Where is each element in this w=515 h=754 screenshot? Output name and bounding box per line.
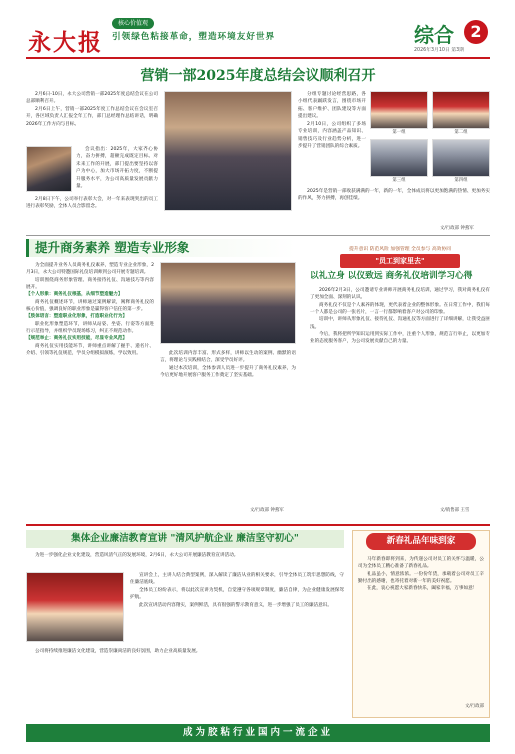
slogan: 引领绿色粘接革命，塑造环境友好世界	[112, 32, 276, 42]
group-photo-4	[432, 139, 490, 177]
integrity-photo	[26, 572, 124, 642]
notice-box-body: 马年新春即将到来，为传递公司对员工的关怀与温暖，公司为全体员工精心准备了新春礼品。 礼品虽小，情意浓浓。一份份年货，承载着公司对员工辛勤付出的感谢，也寄托着对新一年的美好祝愿。 在此，衷心祝愿大家新春快乐，阖家幸福，万事如意！	[358, 557, 484, 592]
caption-1: 第一组	[392, 130, 406, 135]
training-photo	[160, 262, 296, 344]
middle-article-col1: 为全面提升业务人员商务礼仪素养，塑造专业企业形象，2月3日，永大公司特邀国际礼仪培训师到公司开展专题培训。 培训围绕商务形象管理、商务接待礼仪、沟通技巧等内容展开。 【个人形象：商务礼仪根基，从细节塑造魅力】 商务礼仪概述环节，讲师通过案例解读，阐释商务礼仪的核心价值，强调良好的职业形象是赢得客户信任的第一步。 【肢体语言：塑造职业化形象，打造职业化行为】 职业化形象塑造环节，讲师从站姿、坐姿、行姿等方面进行示范指导，并组织学员现场练习，纠正不规范动作。 【规范举止：商务礼仪实用技能，尽显专业风范】 商务礼仪实用技能环节，讲师重点讲解了握手、递名片、介绍、引领等礼仪规范，学员分组模拟演练，学以致用。	[26, 263, 154, 357]
slogan-tag: 核心价值观	[112, 18, 154, 29]
top-article-title: 营销一部2025年度总结会议顺利召开	[140, 68, 376, 84]
top-article-credit: 文/行政部 钟燕军	[440, 226, 474, 231]
group-photo-1	[370, 91, 428, 129]
footer-slogan: 成为胶粘行业国内一流企业	[26, 724, 490, 742]
masthead-rule	[26, 57, 490, 59]
notice-box-sign: 文/行政部	[464, 704, 484, 709]
top-article-col2: 分组专题讨论经营思路，各小组代表踊跃发言，围绕市场开拓、客户维护、团队建设等方面提出建议。 2月10日，公司组织了多场专业培训，内容涵盖产品知识、销售技巧及行业趋势分析，进一步提升了营销团队的综合素质。	[298, 92, 366, 150]
newspaper-logo: 永大报	[28, 29, 103, 56]
top-article-col1: 2月6日-10日，永大公司营销一部2025年度总结会议在公司总部顺利召开。 2月6日上午，营销一部2025年度工作总结会议在会议室召开，各区域负责人汇报全年工作，部门总经理作总结讲话，明确2026年工作方向与目标。	[26, 92, 158, 127]
group-photo-2	[432, 91, 490, 129]
masthead	[0, 0, 515, 64]
right-column-title: 以礼立身 以仪致远 商务礼仪培训学习心得	[310, 271, 473, 281]
dateline: 2026年3月10日 第3期	[414, 48, 464, 53]
right-column-credit: 文/销售部 王雪	[440, 508, 470, 513]
divider-1	[26, 235, 490, 236]
meeting-hall-photo	[164, 91, 292, 211]
caption-3: 第三组	[392, 178, 406, 183]
right-column-banner: "员工到家里去"	[340, 254, 460, 268]
middle-article-title: 提升商务素养 塑造专业形象	[26, 239, 296, 257]
bottom-article-col3: 公司将持续推进廉洁文化建设，营造崇廉尚洁的良好氛围，助力企业高质量发展。	[35, 649, 201, 654]
caption-4: 第四组	[454, 178, 468, 183]
notice-box-title: 新春礼品年味到家	[366, 533, 476, 550]
top-article-col1b: 会议指出：2025年，大家齐心协力，奋力拼搏，超额完成既定目标。对未来工作的开展，部门提出要坚持以客户为中心，加大市场开拓力度，不断提升服务水平，为公司高质量发展贡献力量。	[76, 147, 158, 190]
top-article-col1c: 2月8日下午，公司举行表彰大会，对一年来表现突出的员工进行表彰奖励，全体人员合影留念。	[26, 197, 158, 210]
top-article-col3: 2025年是营销一部收获满满的一年，新的一年，全体成员将以更加饱满的热情、更加务实的作风，努力拼搏，再创佳绩。	[298, 189, 490, 202]
middle-article-col2: 此次培训内容丰富、形式多样，讲师以生动的案例、幽默的语言，将理论与实践相结合，深受学员好评。 通过本次培训，全体参训人员进一步提升了商务礼仪素养，为今后更好地开展客户服务工作奠定了坚实基础。	[160, 351, 296, 379]
speaker-photo	[26, 146, 72, 192]
bottom-article-col1: 为进一步强化企业文化建设，营造风清气正的发展环境，2月6日，永大公司开展廉洁教育宣讲活动。	[35, 553, 239, 558]
middle-article-credit: 文/行政部 钟燕军	[250, 508, 284, 513]
bottom-article-col2: 宣讲会上，主讲人结合典型案例，深入解读了廉洁从业的相关要求，引导全体员工筑牢思想防线，守住廉洁底线。 全体员工纷纷表示，将以此次宣讲为契机，自觉遵守各项规章制度，廉洁自律，为企业健康发展保驾护航。 此次宣讲活动内容翔实，案例鲜活，具有很强的警示教育意义，进一步增强了员工的廉洁意识。	[130, 573, 344, 608]
divider-2	[26, 524, 490, 526]
right-column-header: 提升意识 防范风险 加强管理 全员参与 高效协同	[348, 247, 452, 252]
caption-2: 第二组	[454, 130, 468, 135]
section-name: 综合	[414, 23, 454, 47]
group-photo-3	[370, 139, 428, 177]
bottom-article-title: 集体企业廉洁教育宣讲 "清风护航企业 廉洁坚守初心"	[26, 530, 344, 548]
right-column-body: 2026年2月3日，公司邀请专业讲师开展商务礼仪培训，通过学习，我对商务礼仪有了更加全面、深刻的认识。 商务礼仪不仅是个人素养的体现，更代表着企业的整体形象。在日常工作中，我们每一个人都是公司的一张名片，一言一行都影响着客户对公司的印象。 培训中，讲师从形象礼仪、接待礼仪、沟通礼仪等方面进行了详细讲解，让我受益匪浅。 今后，我将把所学知识运用到实际工作中，注重个人形象，规范言行举止，以更加专业的态度服务客户，为公司发展贡献自己的力量。	[310, 288, 490, 345]
page-number-badge: 2	[464, 20, 488, 44]
